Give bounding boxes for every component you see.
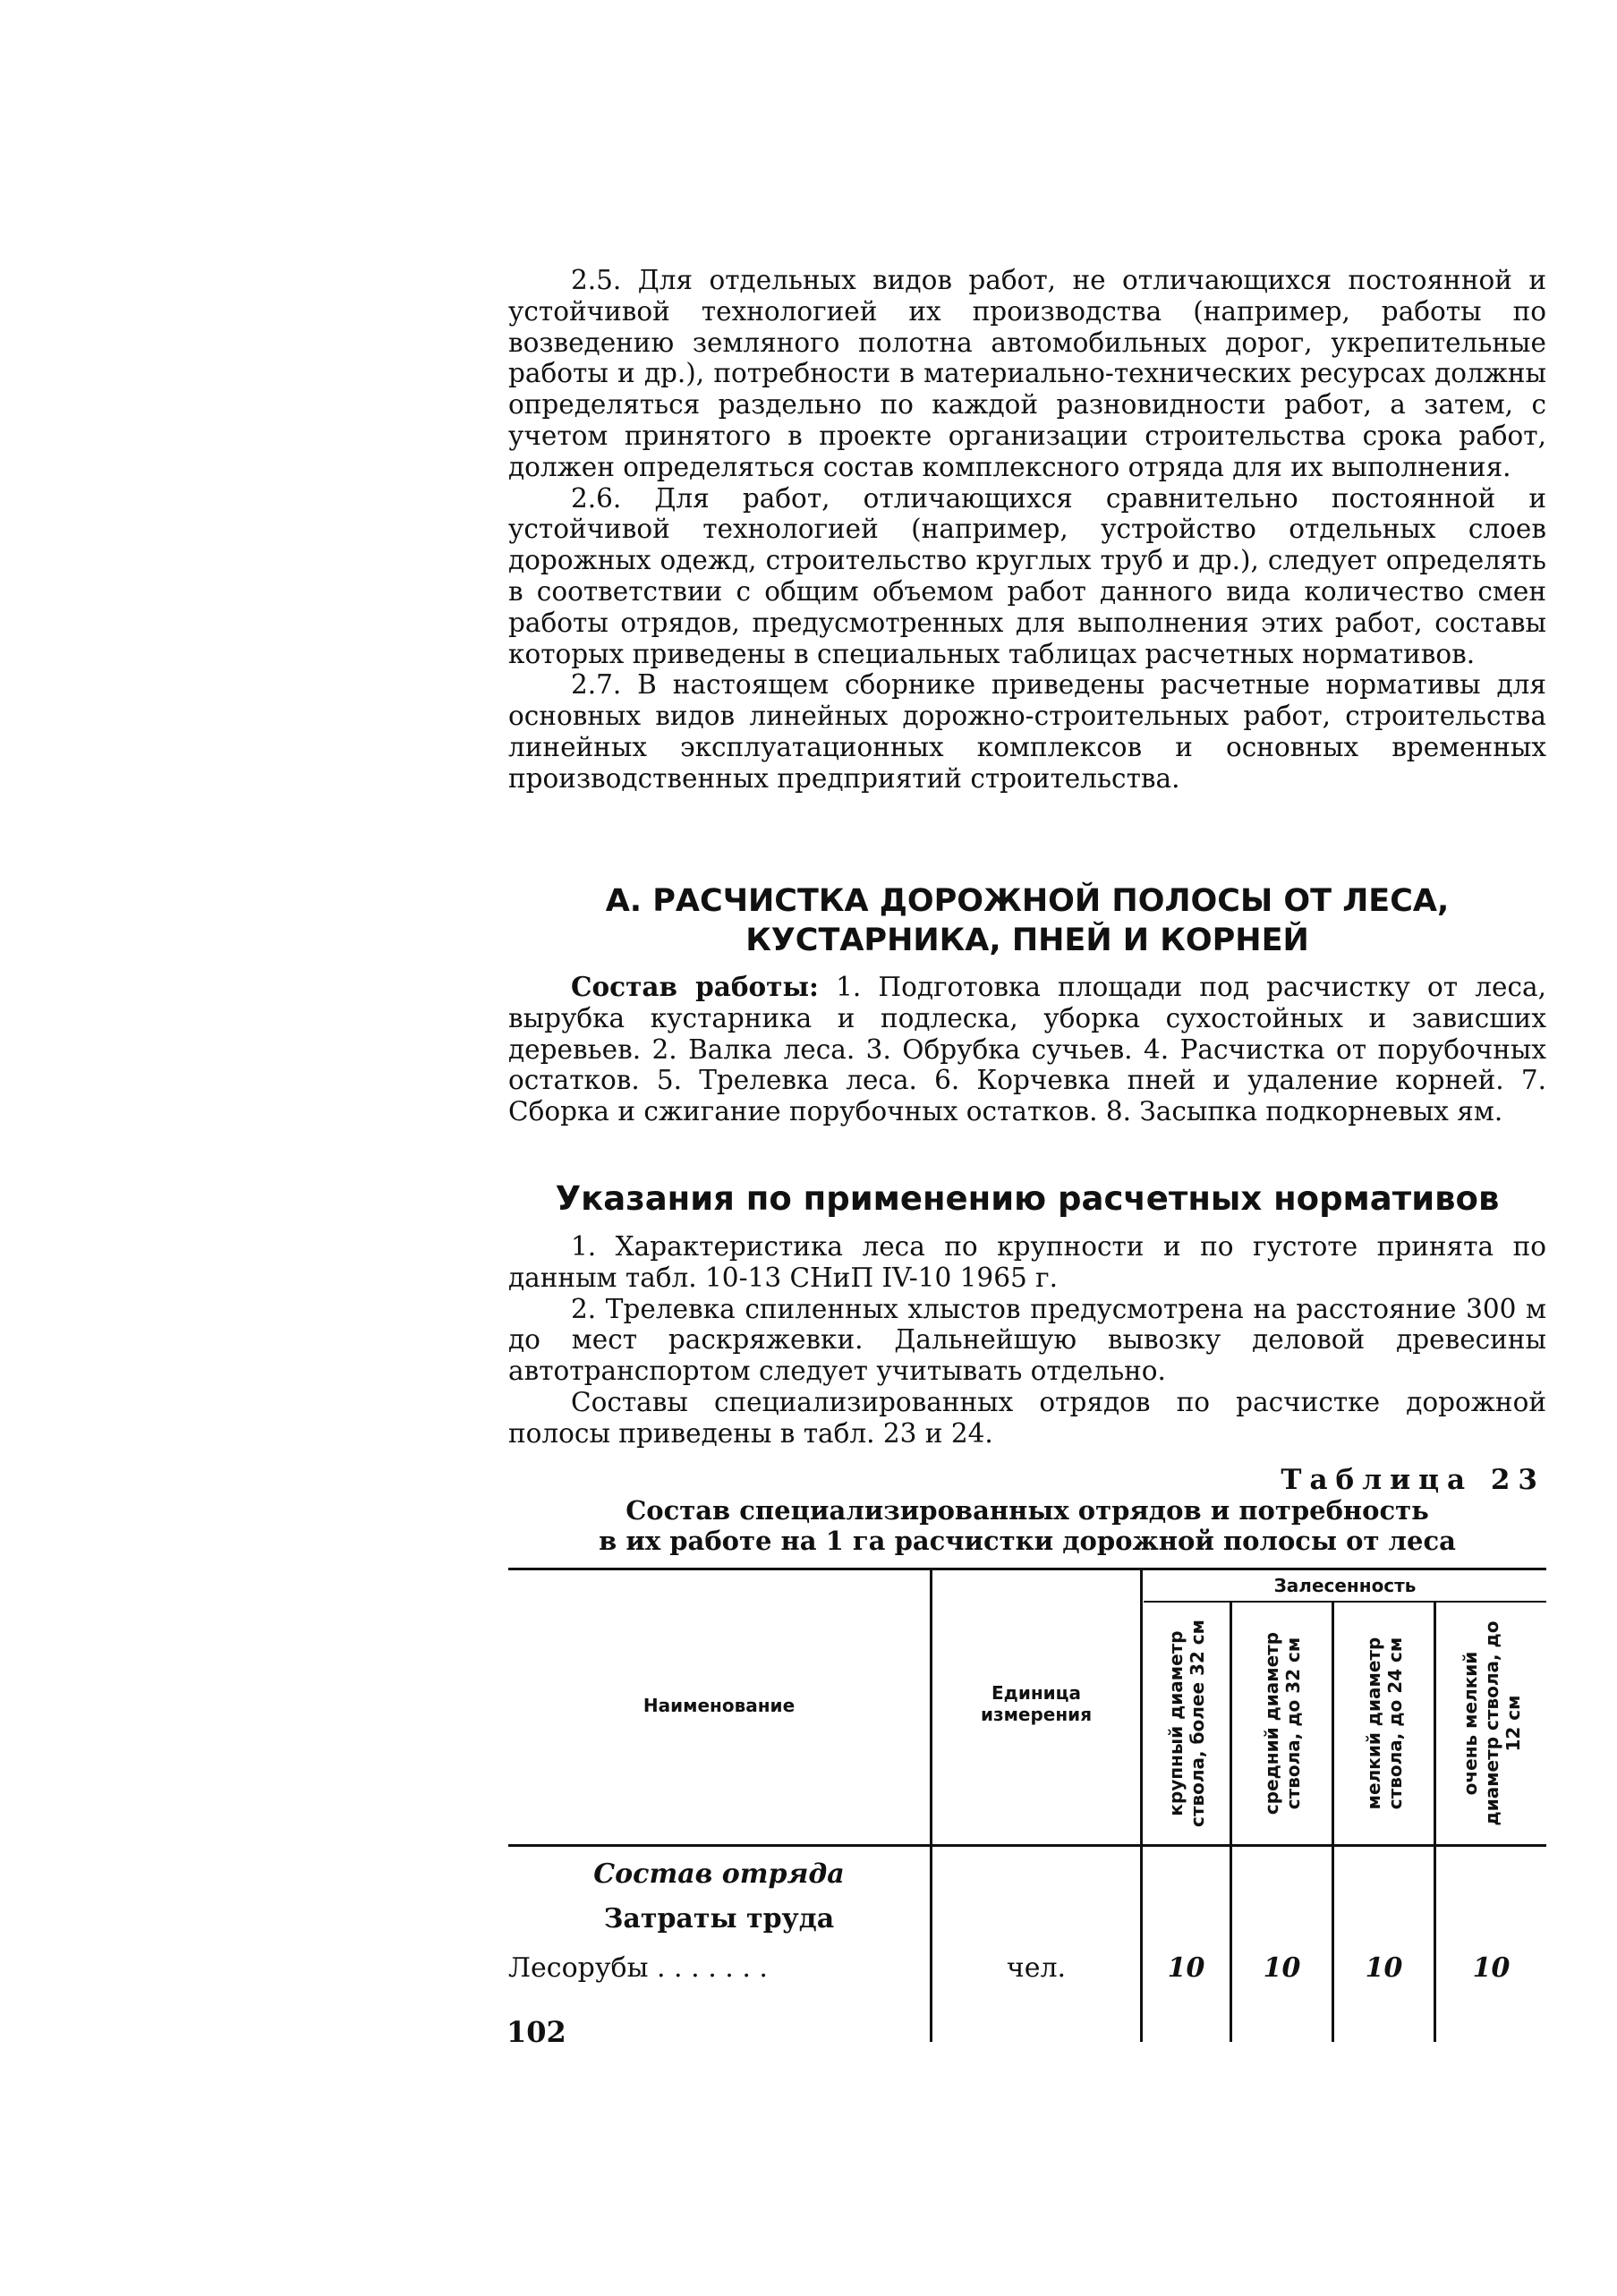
sub-header-small: мелкий диаметр ствола, до 24 см bbox=[1362, 1637, 1406, 1810]
section-a-heading-line1: А. РАСЧИСТКА ДОРОЖНОЙ ПОЛОСЫ ОТ ЛЕСА, bbox=[605, 883, 1450, 919]
column-header-name: Наименование bbox=[643, 1695, 796, 1716]
paragraph-2-6: 2.6. Для работ, отличающихся сравнительно постоянной и устойчивой технологией (например, устройство отдельных слоев дорожных одежд, строительство круглых труб и др.), следует определять в соответствии с общим объемом работ данного вида количество смен работы отрядов, предусмотренных для выполнения этих работ, составы которых приведены в специальных таблицах расчетных нормативов. bbox=[508, 482, 1546, 669]
sub-header-very-small: очень мелкий диаметр ствола, до 12 см bbox=[1459, 1620, 1524, 1826]
work-composition-label: Состав работы: bbox=[571, 971, 819, 1002]
table-row-value: 10 bbox=[1472, 1952, 1511, 1984]
sub-header-cell bbox=[1144, 1605, 1230, 1841]
table-header-rule bbox=[508, 1844, 1546, 1847]
work-composition-text bbox=[508, 972, 1546, 1127]
work-composition-body: 1. Подготовка площади под расчистку от леса, вырубка кустарника и подлеска, уборка сухостойных и зависших деревьев. 2. Валка леса. 3. Обрубка сучьев. 4. Расчистка от порубочных остатков. 5. Трелевка леса. 6. Корчевка пней и удаление корней. 7. Сборка и сжигание порубочных остатков. 8. Засыпка подкорневых ям. bbox=[508, 972, 1546, 1127]
column-group-header: Залесенность bbox=[1273, 1575, 1417, 1596]
intro-paragraphs bbox=[508, 265, 1546, 795]
table-caption-line2: в их работе на 1 га расчистки дорожной полосы от леса bbox=[599, 1526, 1456, 1556]
section-a-heading-line2: КУСТАРНИКА, ПНЕЙ И КОРНЕЙ bbox=[745, 923, 1309, 958]
table-top-rule bbox=[508, 1568, 1546, 1570]
table-row-value: 10 bbox=[1263, 1952, 1301, 1984]
table-row-value: 10 bbox=[1365, 1952, 1403, 1984]
table-section-title: Состав отряда bbox=[593, 1858, 845, 1890]
guideline-item-2: 2. Трелевка спиленных хлыстов предусмотрена на расстояние 300 м до мест раскряжевки. Дальнейшую вывозку деловой древесины автотранспортом следует учитывать отдельно. bbox=[508, 1293, 1546, 1387]
paragraph-2-5: 2.5. Для отдельных видов работ, не отличающихся постоянной и устойчивой технологией их производства (например, работы по возведению земляного полотна автомобильных дорог, укрепительные работы и др.), потребности в материально-технических ресурсах должны определяться раздельно по каждой разновидности работ, а затем, с учетом принятого в проекте организации строительства срока работ, должен определяться состав комплексного отряда для их выполнения. bbox=[508, 265, 1546, 482]
table-row-unit: чел. bbox=[1006, 1952, 1067, 1984]
table-row-name: Лесорубы . . . . . . . bbox=[508, 1952, 768, 1984]
guideline-item-3: Составы специализированных отрядов по расчистке дорожной полосы приведены в табл. 23 и 24. bbox=[508, 1386, 1546, 1449]
work-composition bbox=[508, 972, 1546, 1127]
table-caption bbox=[508, 1495, 1546, 1556]
table-23 bbox=[508, 1568, 1546, 2042]
guideline-item-1: 1. Характеристика леса по крупности и по густоте принята по данным табл. 10-13 СНиП IV-10 1965 г. bbox=[508, 1231, 1546, 1293]
guidelines-heading: Указания по применению расчетных нормативов bbox=[555, 1179, 1500, 1218]
sub-header-cell bbox=[1334, 1605, 1434, 1841]
column-header-unit: Единица измерения bbox=[980, 1682, 1093, 1725]
guidelines-items bbox=[508, 1231, 1546, 1450]
sub-header-cell bbox=[1436, 1605, 1546, 1841]
table-caption-line1: Состав специализированных отрядов и потребность bbox=[626, 1495, 1429, 1526]
table-subsection-title: Затраты труда bbox=[603, 1903, 835, 1935]
sub-header-large: крупный диаметр ствола, более 32 см bbox=[1165, 1620, 1208, 1827]
table-label: Таблица 23 bbox=[1281, 1464, 1545, 1496]
sub-header-medium: средний диаметр ствола, до 32 см bbox=[1260, 1631, 1304, 1816]
table-row-value: 10 bbox=[1167, 1952, 1205, 1984]
group-header-rule bbox=[1144, 1601, 1546, 1603]
page-number: 102 bbox=[506, 2015, 566, 2049]
paragraph-2-7: 2.7. В настоящем сборнике приведены расчетные нормативы для основных видов линейных дорожно-строительных работ, строительства линейных эксплуатационных комплексов и основных временных производственных предприятий строительства. bbox=[508, 669, 1546, 794]
sub-header-cell bbox=[1232, 1605, 1332, 1841]
